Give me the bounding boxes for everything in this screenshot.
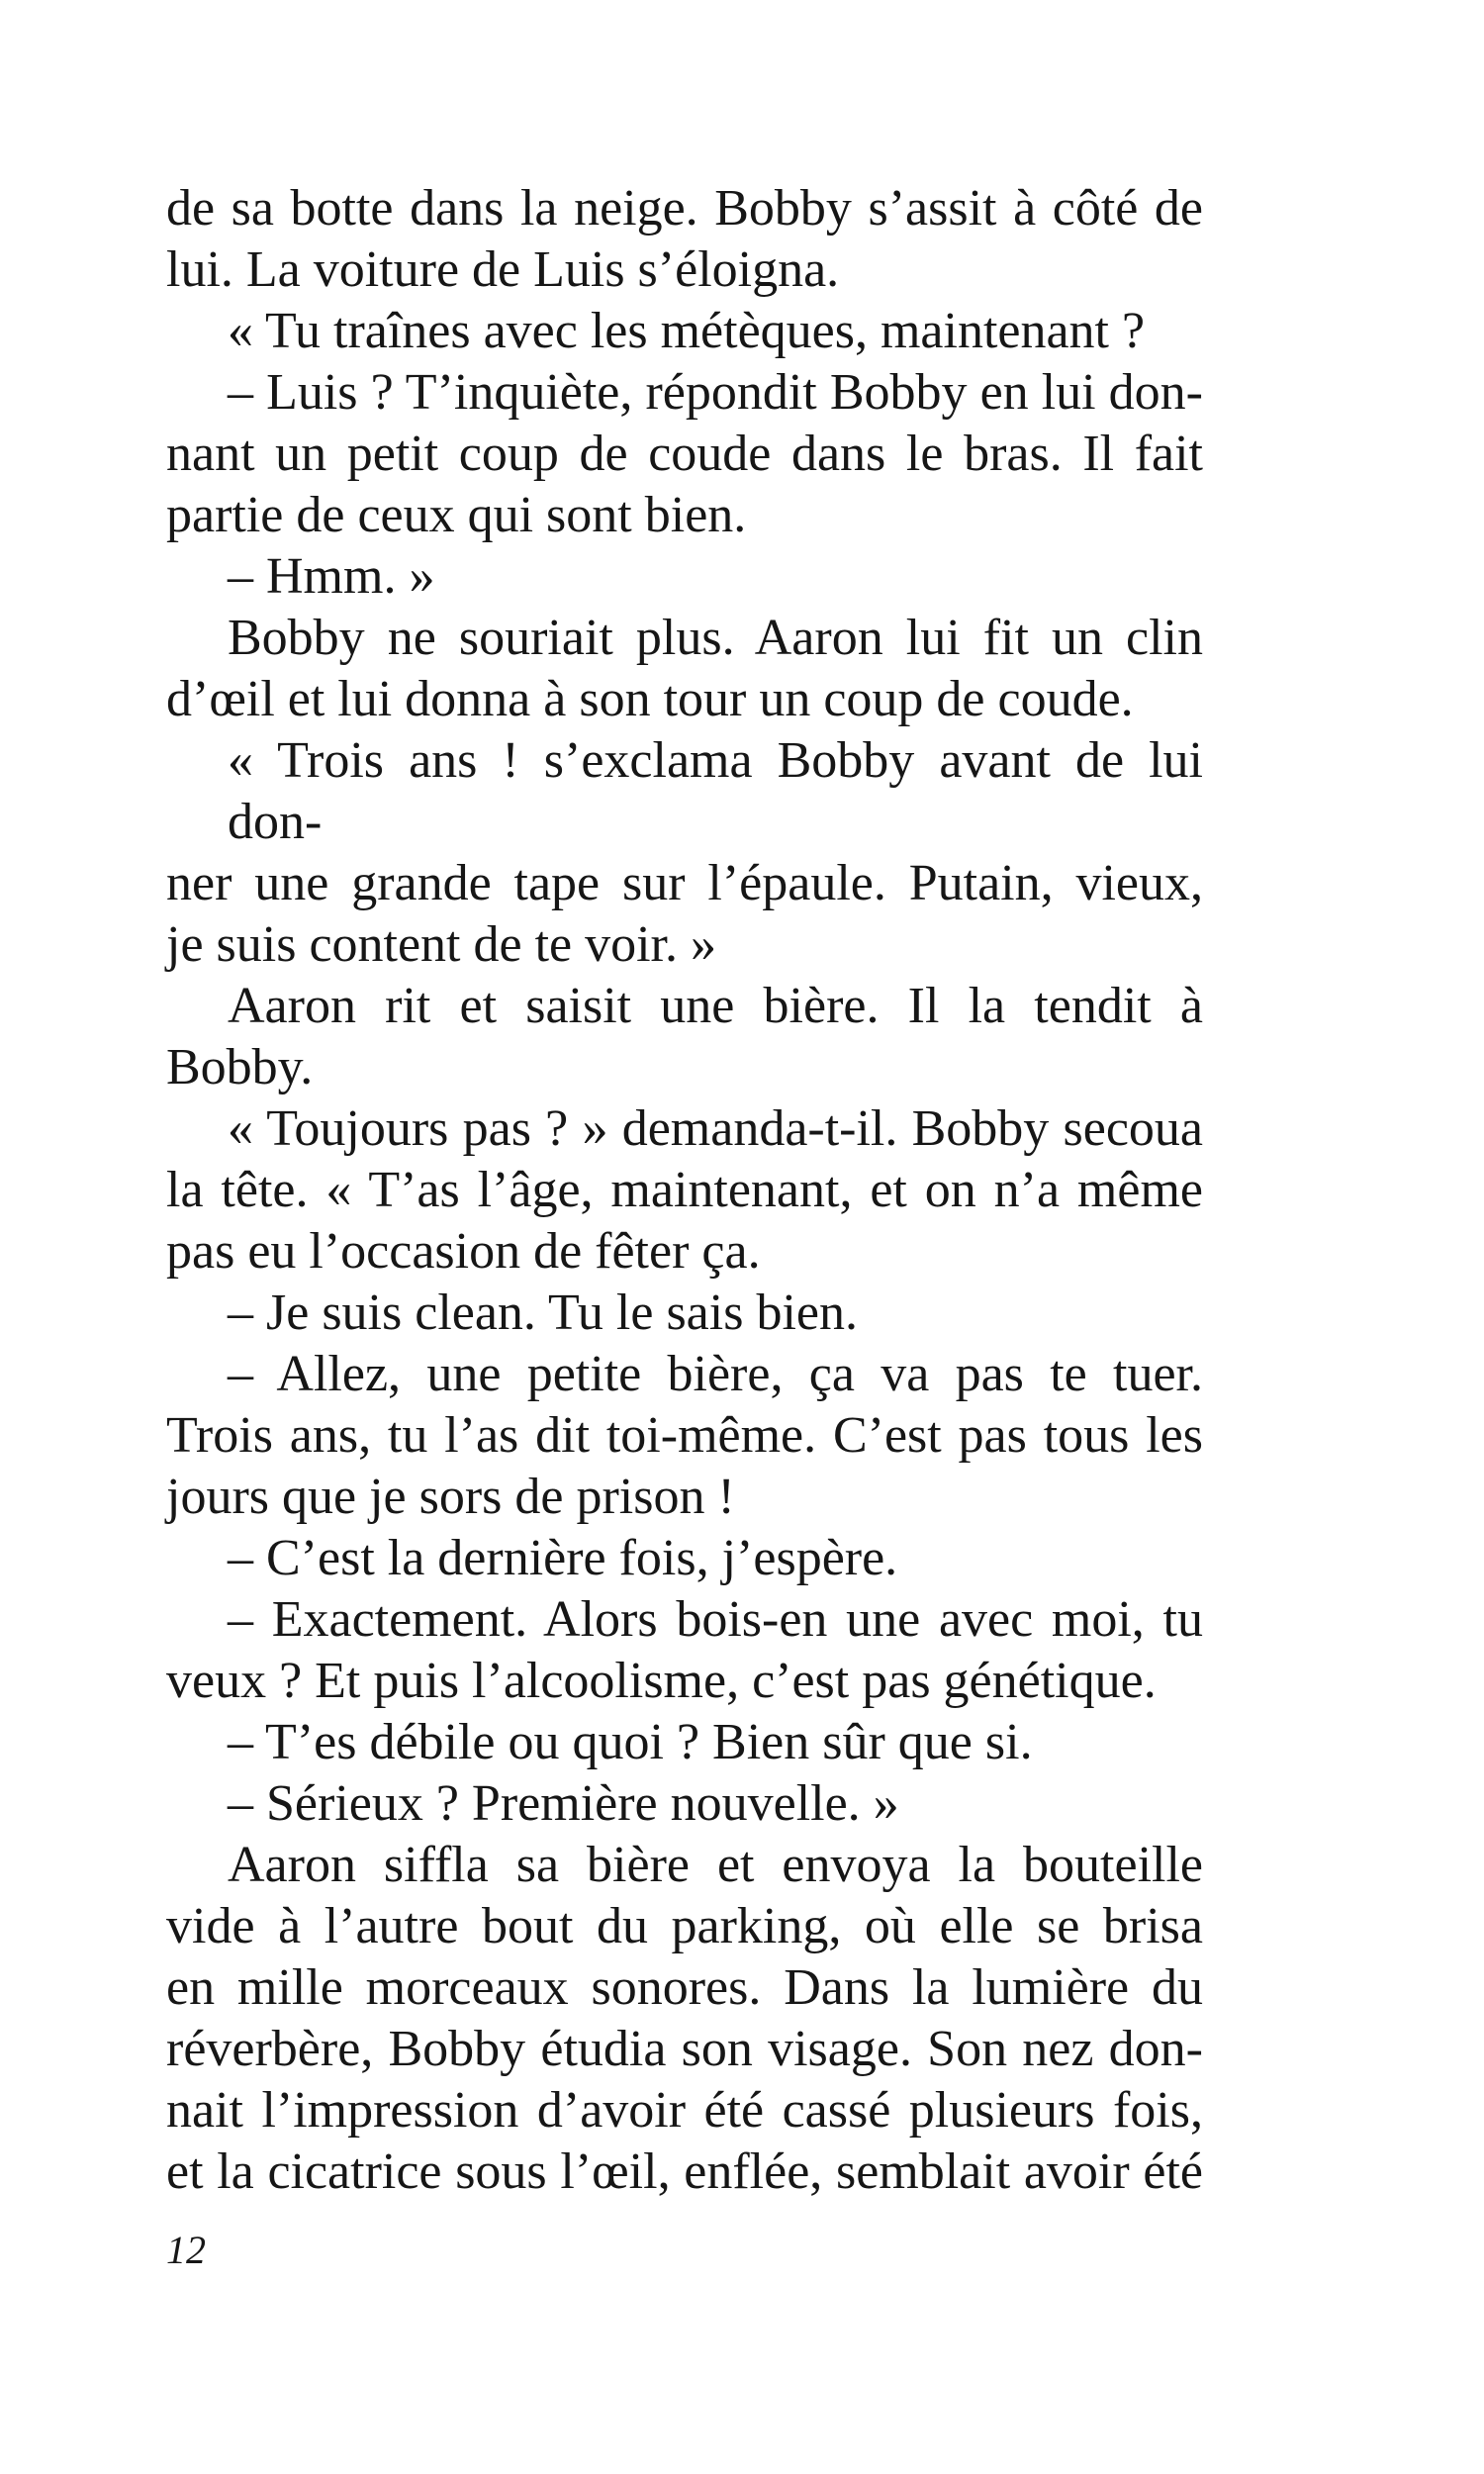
page-number: 12 — [166, 2228, 206, 2272]
text-line: – Sérieux ? Première nouvelle. » — [228, 1775, 899, 1832]
text-line: Trois ans, tu l’as dit toi-même. C’est pas tous les — [166, 1407, 1203, 1464]
text-line: pas eu l’occasion de fêter ça. — [166, 1223, 761, 1280]
text-line: – Je suis clean. Tu le sais bien. — [228, 1285, 858, 1341]
text-line: « Tu traînes avec les métèques, maintenant ? — [228, 303, 1146, 359]
text-line: je suis content de te voir. » — [166, 916, 717, 973]
text-line: jours que je sors de prison ! — [166, 1469, 735, 1525]
text-line: nant un petit coup de coude dans le bras. Il fait — [166, 426, 1203, 482]
text-line: veux ? Et puis l’alcoolisme, c’est pas génétique. — [166, 1653, 1157, 1709]
text-line: « Trois ans ! s’exclama Bobby avant de lui don- — [228, 732, 1203, 850]
text-line: partie de ceux qui sont bien. — [166, 487, 747, 543]
text-line: Bobby ne souriait plus. Aaron lui fit un clin — [228, 610, 1203, 666]
page-text-block — [166, 178, 1203, 2203]
text-line: d’œil et lui donna à son tour un coup de coude. — [166, 671, 1134, 727]
text-line: Bobby. — [166, 1039, 314, 1095]
text-line: réverbère, Bobby étudia son visage. Son nez don- — [166, 2021, 1203, 2077]
text-line: ner une grande tape sur l’épaule. Putain, vieux, — [166, 855, 1203, 911]
text-line: en mille morceaux sonores. Dans la lumière du — [166, 1959, 1203, 2016]
text-line: – Hmm. » — [228, 548, 435, 605]
text-line: Aaron rit et saisit une bière. Il la tendit à — [228, 978, 1203, 1034]
text-line: lui. La voiture de Luis s’éloigna. — [166, 241, 840, 298]
text-line: – T’es débile ou quoi ? Bien sûr que si. — [228, 1714, 1033, 1770]
text-line: Aaron siffla sa bière et envoya la bouteille — [228, 1837, 1203, 1893]
text-line: – C’est la dernière fois, j’espère. — [228, 1530, 898, 1586]
text-line: – Luis ? T’inquiète, répondit Bobby en lui don- — [228, 364, 1203, 421]
text-line: de sa botte dans la neige. Bobby s’assit à côté de — [166, 180, 1203, 237]
text-line: et la cicatrice sous l’œil, enflée, semblait avoir été — [166, 2143, 1203, 2200]
text-line: nait l’impression d’avoir été cassé plusieurs fois, — [166, 2082, 1203, 2139]
text-line: – Allez, une petite bière, ça va pas te tuer. — [228, 1346, 1203, 1402]
text-line: « Toujours pas ? » demanda-t-il. Bobby secoua — [228, 1100, 1203, 1157]
text-line: la tête. « T’as l’âge, maintenant, et on n’a même — [166, 1162, 1203, 1218]
text-line: vide à l’autre bout du parking, où elle se brisa — [166, 1898, 1203, 1954]
text-line: – Exactement. Alors bois-en une avec moi, tu — [228, 1591, 1203, 1648]
